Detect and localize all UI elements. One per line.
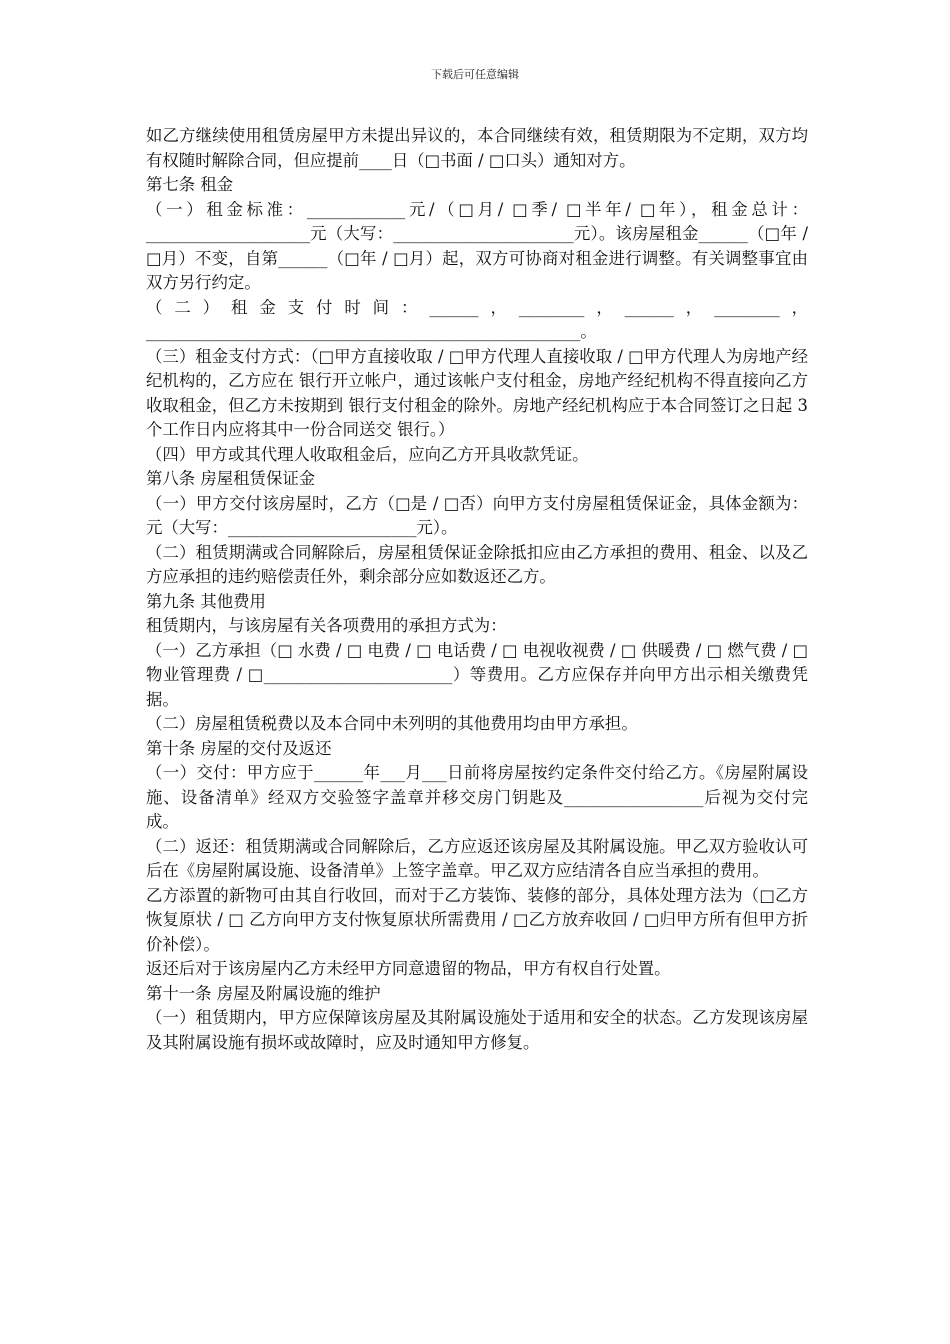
- delivery-clause: （一）交付：甲方应于______年___月___日前将房屋按约定条件交付给乙方。《房屋附属设施、设备清单》经双方交验签字盖章并移交房门钥匙及_________________后视为交付完成。: [146, 763, 808, 831]
- rent-payment-time: （二）租金支付时间：______，________，______，________，_____________________________________________________。: [146, 297, 808, 341]
- maintenance-clause: （一）租赁期内，甲方应保障该房屋及其附属设施处于适用和安全的状态。乙方发现该房屋及其附属设施有损坏或故障时，应及时通知甲方修复。: [146, 1008, 808, 1052]
- rent-receipt: （四）甲方或其代理人收取租金后，应向乙方开具收款凭证。: [146, 444, 589, 464]
- additions-clause: 乙方添置的新物可由其自行收回，而对于乙方装饰、装修的部分，具体处理方法为（□乙方恢复原状 / □ 乙方向甲方支付恢复原状所需费用 / □乙方放弃收回 / □归甲方所有但甲方折价补偿）。: [146, 885, 808, 954]
- deposit-return: （二）租赁期满或合同解除后，房屋租赁保证金除抵扣应由乙方承担的费用、租金、以及乙方应承担的违约赔偿责任外，剩余部分应如数返还乙方。: [146, 542, 808, 586]
- article-7-heading: 第七条 租金: [146, 175, 234, 194]
- article-9-heading: 第九条 其他费用: [146, 591, 266, 611]
- landlord-fees: （二）房屋租赁税费以及本合同中未列明的其他费用均由甲方承担。: [146, 714, 638, 733]
- tenant-fees: （一）乙方承担（□ 水费 / □ 电费 / □ 电话费 / □ 电视收视费 / □ 供暖费 / □ 燃气费 / □ 物业管理费 / □_______________________）等费用。乙方应保存并向甲方出示相关缴费凭据。: [146, 640, 808, 709]
- deposit-amount: （一）甲方交付该房屋时，乙方（□是 / □否）向甲方支付房屋租赁保证金，具体金额为： 元（大写：_______________________元）。: [146, 493, 808, 537]
- article-10-heading: 第十条 房屋的交付及返还: [146, 738, 332, 758]
- article-11-heading: 第十一条 房屋及附属设施的维护: [146, 983, 381, 1003]
- return-clause: （二）返还：租赁期满或合同解除后，乙方应返还该房屋及其附属设施。甲乙双方验收认可后在《房屋附属设施、设备清单》上签字盖章。甲乙双方应结清各自应当承担的费用。: [146, 836, 808, 880]
- paragraph-continuation: 如乙方继续使用租赁房屋甲方未提出异议的，本合同继续有效，租赁期限为不定期，双方均有权随时解除合同，但应提前____日（□书面 / □口头）通知对方。: [146, 126, 808, 170]
- rent-standard: （一）租金标准：____________元/（□月/ □季/ □半年/ □年），租金总计：____________________元（大写：______________________元）。该房屋租金______（□年 / □月）不变，自第______（□年 / □月）起，双方可协商对租金进行调整。有关调整事宜由双方另行约定。: [146, 199, 808, 292]
- left-items-clause: 返还后对于该房屋内乙方未经甲方同意遗留的物品，甲方有权自行处置。: [146, 959, 671, 978]
- contract-body: [146, 124, 808, 1055]
- rent-payment-method: （三）租金支付方式：（□甲方直接收取 / □甲方代理人直接收取 / □甲方代理人为房地产经纪机构的，乙方应在 银行开立帐户，通过该帐户支付租金，房地产经纪机构不得直接向乙方收取租金，但乙方未按期到 银行支付租金的除外。房地产经纪机构应于本合同签订之日起 3 个工作日内应将其中一份合同送交 银行。）: [146, 346, 808, 439]
- article-8-heading: 第八条 房屋租赁保证金: [146, 469, 316, 488]
- other-fees-intro: 租赁期内，与该房屋有关各项费用的承担方式为：: [146, 616, 507, 635]
- page-header: 下载后可任意编辑: [431, 68, 519, 81]
